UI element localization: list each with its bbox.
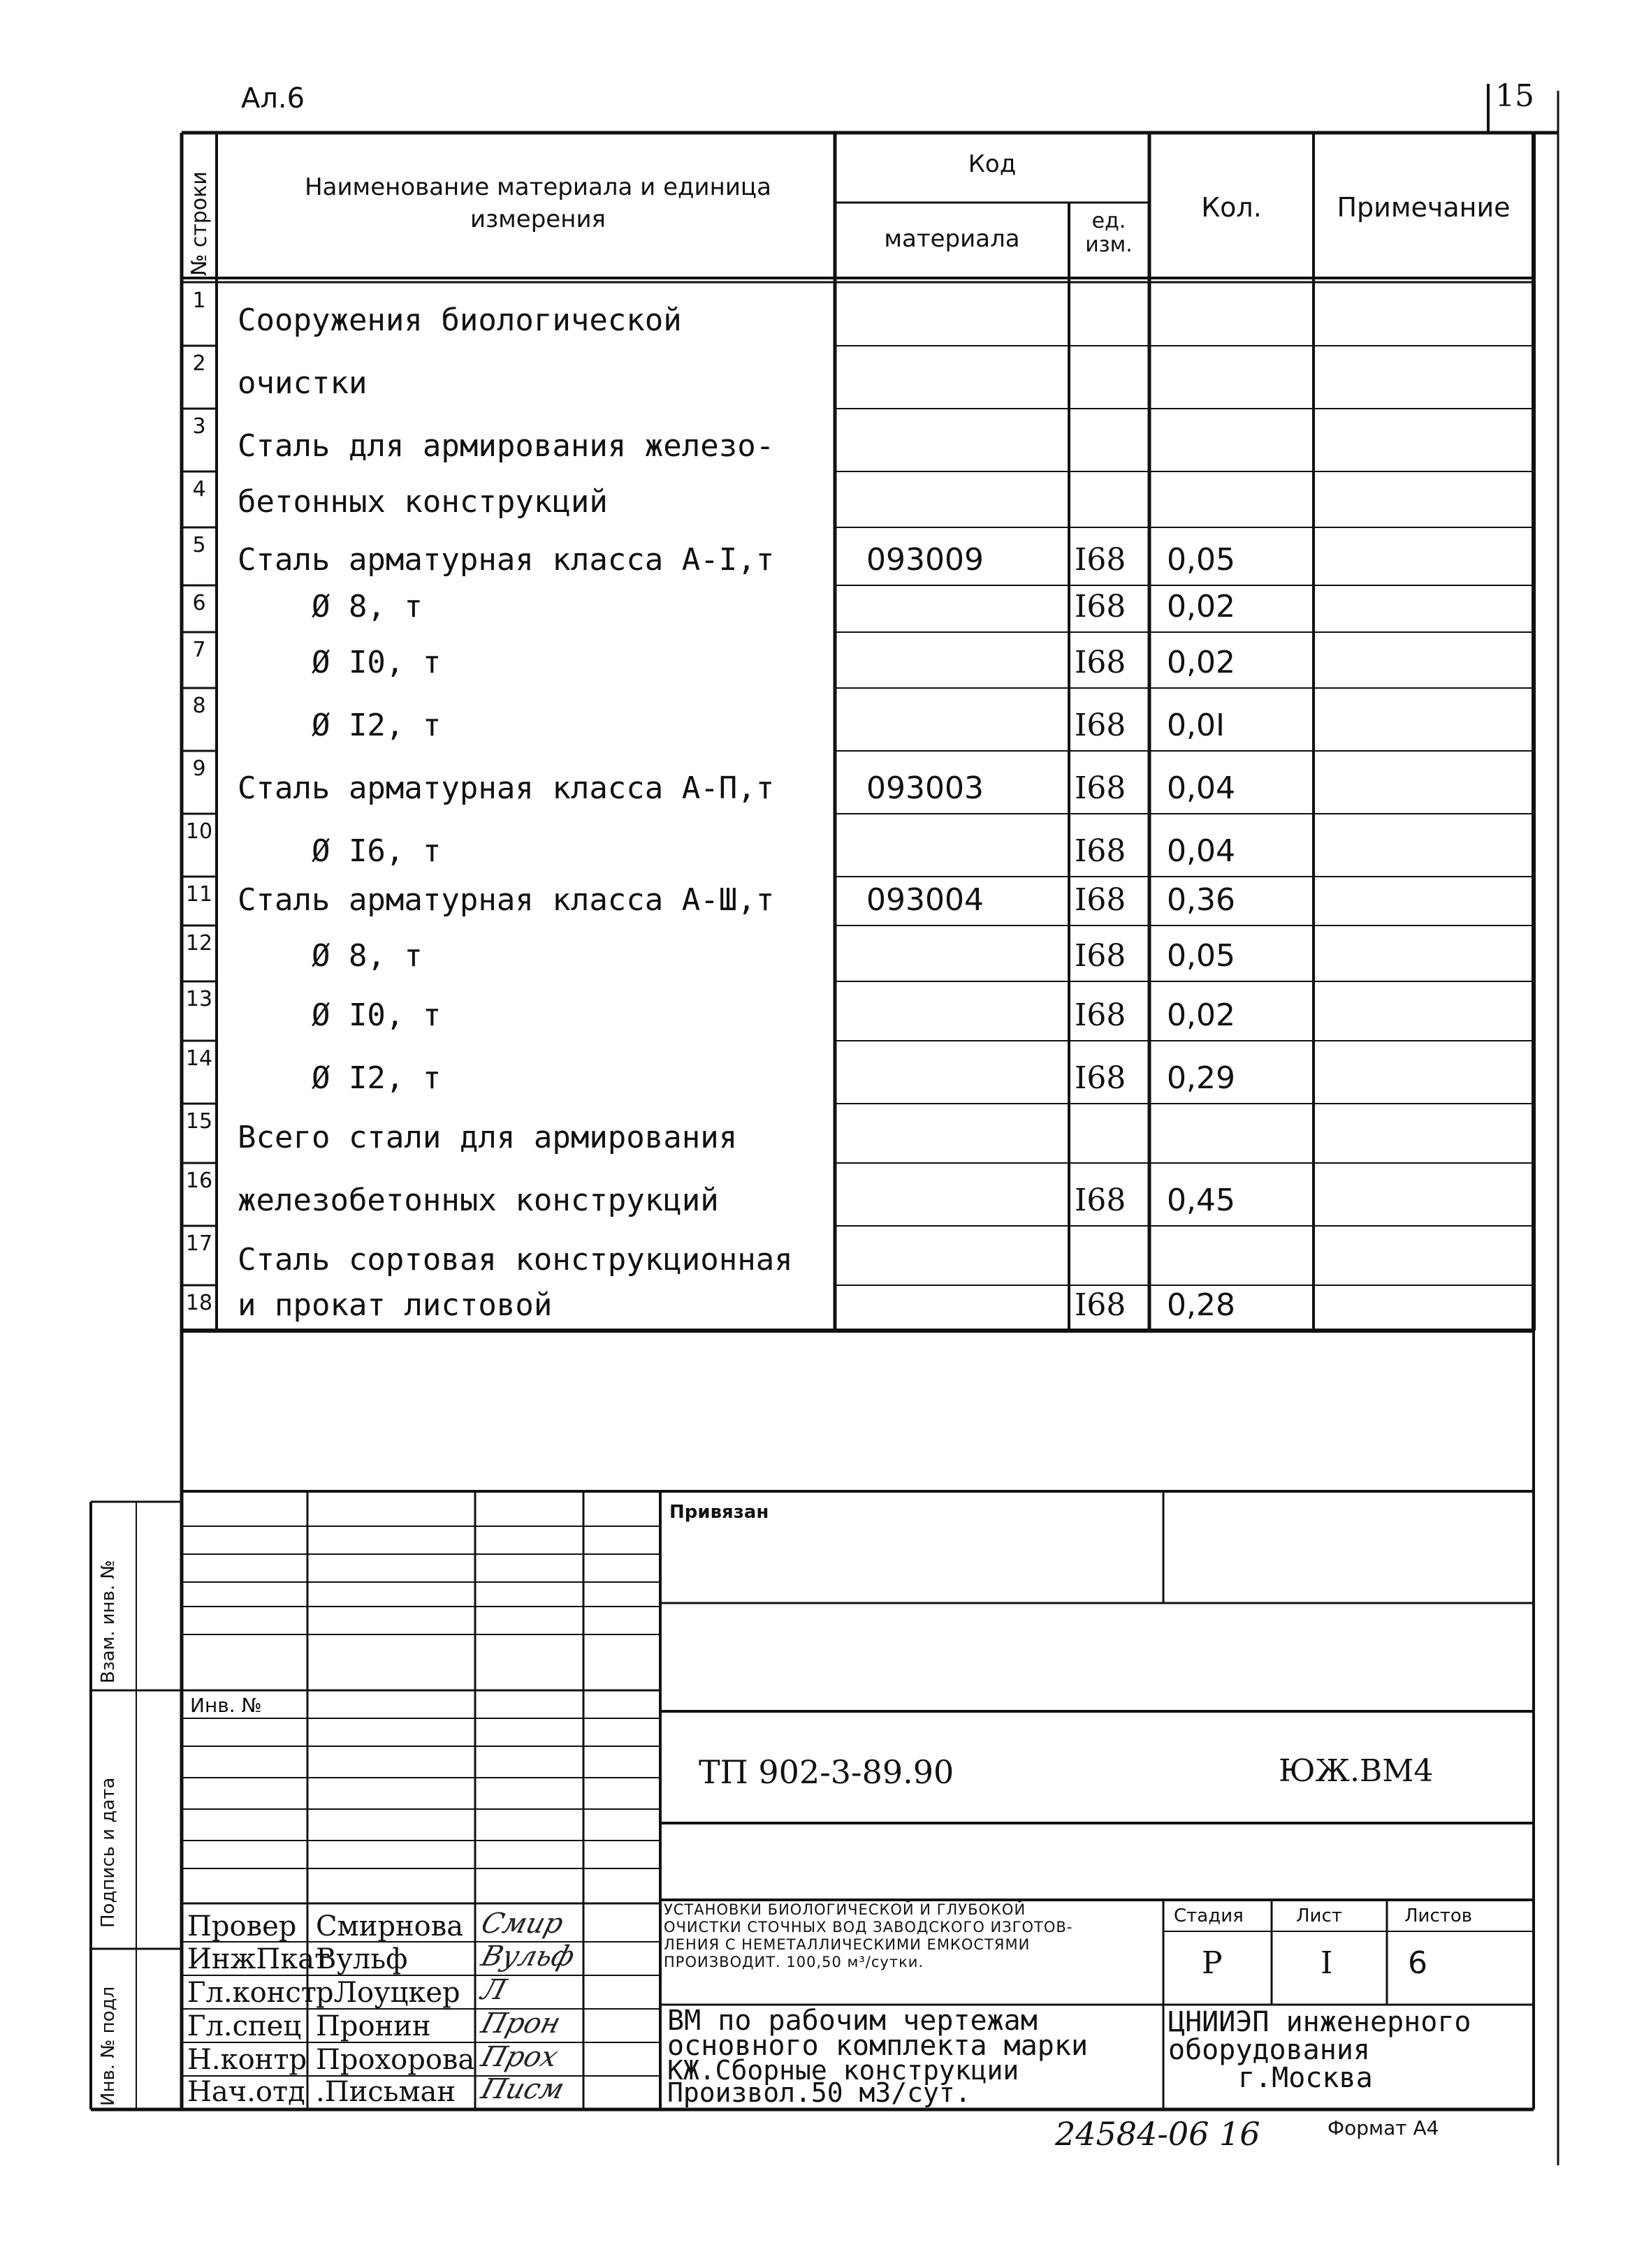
unit-code: I68 [1075, 1287, 1126, 1323]
row-number: 15 [185, 1109, 213, 1134]
staff-name: Прохорова [316, 2044, 475, 2076]
material-name: Всего стали для армирования [238, 1120, 738, 1155]
material-name: Сталь арматурная класса А-I,т [238, 542, 775, 578]
material-name: Ø I0, т [238, 997, 442, 1033]
side-label-inv: Инв. № подл [98, 1986, 119, 2106]
unit-code: I68 [1075, 882, 1126, 918]
doc-title-line: ВМ по рабочим чертежам [667, 2005, 1038, 2037]
row-number: 11 [185, 882, 213, 907]
staff-role: ИнжПкат [187, 1943, 330, 1975]
row-number: 3 [192, 414, 206, 439]
doc-title-line: Произвол.50 м3/сут. [667, 2077, 971, 2108]
side-label-vzam: Взам. инв. № [98, 1560, 119, 1683]
row-number: 17 [185, 1231, 213, 1256]
quantity: 0,28 [1167, 1287, 1235, 1323]
row-number: 12 [185, 931, 213, 956]
unit-code: I68 [1075, 1183, 1126, 1218]
stage-value: Р [1202, 1945, 1223, 1981]
row-number: 4 [192, 477, 206, 502]
project-desc-line: ПРОИЗВОДИТ. 100,50 м³/сутки. [664, 1954, 924, 1970]
unit-code: I68 [1075, 708, 1126, 743]
row-number: 6 [192, 591, 206, 615]
material-name: Сталь арматурная класса А-Ш,т [238, 882, 775, 918]
unit-code: I68 [1075, 542, 1126, 578]
unit-code: I68 [1075, 1060, 1126, 1096]
staff-name: Вульф [316, 1943, 408, 1975]
material-name: Сталь для армирования железо- [238, 428, 775, 464]
quantity: 0,02 [1167, 645, 1235, 680]
project-desc-line: ОЧИСТКИ СТОЧНЫХ ВОД ЗАВОДСКОГО ИЗГОТОВ- [664, 1919, 1073, 1936]
staff-signature: Л [477, 1974, 510, 2006]
sheets-value: 6 [1408, 1945, 1427, 1981]
staff-role: Н.контр [187, 2044, 307, 2076]
quantity: 0,04 [1167, 770, 1235, 806]
format-label: Формат А4 [1328, 2116, 1439, 2139]
material-name: Ø I2, т [238, 1060, 442, 1096]
row-number: 14 [185, 1046, 213, 1071]
quantity: 0,02 [1167, 589, 1235, 624]
staff-role: Гл.спец [187, 2010, 302, 2042]
material-code: 093003 [866, 770, 984, 806]
col-header-row-number: № строки [187, 171, 212, 276]
project-description [664, 1901, 1160, 1971]
staff-role: Провер [187, 1910, 297, 1943]
unit-code: I68 [1075, 997, 1126, 1033]
row-number: 16 [185, 1169, 213, 1193]
material-code: 093004 [866, 882, 984, 918]
material-name: Сталь арматурная класса А-П,т [238, 770, 775, 806]
quantity: 0,05 [1167, 938, 1235, 974]
staff-name: Пронин [316, 2010, 431, 2042]
organization [1168, 2008, 1471, 2092]
quantity: 0,45 [1167, 1183, 1235, 1218]
doc-title [667, 2005, 1089, 2108]
staff-signature: Писм [477, 2073, 568, 2105]
staff-signature: Прох [477, 2041, 562, 2073]
stage-label: Стадия [1174, 1905, 1244, 1926]
staff-name: рЛоуцкер [316, 1977, 460, 2009]
col-header-note: Примечание [1337, 192, 1511, 223]
row-number: 9 [192, 756, 206, 781]
row-number: 7 [192, 638, 206, 662]
material-name: Ø 8, т [238, 938, 423, 974]
side-label-podpis: Подпись и дата [98, 1777, 119, 1928]
quantity: 0,04 [1167, 833, 1235, 869]
col-header-code: Код [968, 150, 1017, 178]
col-header-unit: ед. изм. [1085, 209, 1133, 257]
privyazan-label: Привязан [669, 1502, 769, 1523]
quantity: 0,36 [1167, 882, 1235, 918]
doc-title-line: КЖ.Сборные конструкции [667, 2055, 1019, 2086]
unit-code: I68 [1075, 645, 1126, 680]
staff-signature: Вульф [477, 1940, 579, 1973]
col-header-material: материала [884, 225, 1020, 253]
material-name: Ø I2, т [238, 708, 442, 743]
material-code: 093009 [866, 542, 984, 578]
bottom-number: 24584-06 16 [1055, 2115, 1260, 2153]
material-name: очистки [238, 365, 368, 401]
project-desc-line: ЛЕНИЯ С НЕМЕТАЛЛИЧЕСКИМИ ЕМКОСТЯМИ [664, 1936, 1031, 1953]
row-number: 18 [185, 1291, 213, 1315]
col-header-qty: Кол. [1201, 192, 1262, 223]
sheets-label: Листов [1404, 1905, 1473, 1926]
staff-signature: Смир [477, 1908, 567, 1940]
row-number: 10 [185, 819, 213, 844]
row-number: 5 [192, 533, 206, 557]
staff-role: Гл.конст [187, 1977, 317, 2009]
material-name: Сталь сортовая конструкционная [238, 1242, 793, 1278]
material-name: бетонных конструкций [238, 484, 608, 520]
doc-mark: ЮЖ.ВМ4 [1279, 1753, 1434, 1789]
staff-role: Нач.отд [187, 2076, 305, 2108]
material-name: Ø 8, т [238, 589, 423, 624]
col-header-name: Наименование материала и единица измерения [305, 173, 771, 233]
project-desc-line: УСТАНОВКИ БИОЛОГИЧЕСКОЙ И ГЛУБОКОЙ [664, 1901, 1026, 1918]
staff-name: .Письман [316, 2076, 456, 2108]
material-name: Ø I6, т [238, 833, 442, 869]
row-number: 13 [185, 987, 213, 1011]
material-name: железобетонных конструкций [238, 1183, 719, 1218]
org-line: г.Москва [1238, 2062, 1373, 2094]
org-line: оборудования [1168, 2034, 1370, 2066]
page-number: 15 [1495, 78, 1534, 114]
sheet-mark: Ал.6 [241, 82, 305, 115]
quantity: 0,05 [1167, 542, 1235, 578]
sheet-label: Лист [1296, 1905, 1342, 1926]
material-name: и прокат листовой [238, 1287, 553, 1323]
inv-number-label: Инв. № [190, 1694, 262, 1717]
sheet-value: I [1321, 1945, 1333, 1981]
row-number: 2 [192, 351, 206, 376]
unit-code: I68 [1075, 589, 1126, 624]
quantity: 0,29 [1167, 1060, 1235, 1096]
material-name: Ø I0, т [238, 645, 442, 680]
unit-code: I68 [1075, 938, 1126, 974]
doc-title-line: основного комплекта марки [667, 2030, 1089, 2062]
doc-code: ТП 902-3-89.90 [699, 1753, 954, 1791]
row-number: 8 [192, 694, 206, 718]
staff-signature: Прон [477, 2007, 565, 2040]
quantity: 0,02 [1167, 997, 1235, 1033]
unit-code: I68 [1075, 770, 1126, 806]
staff-name: Смирнова [316, 1910, 464, 1943]
quantity: 0,0I [1167, 708, 1225, 743]
row-number: 1 [192, 288, 206, 313]
org-line: ЦНИИЭП инженерного [1168, 2006, 1471, 2038]
unit-code: I68 [1075, 833, 1126, 869]
material-name: Сооружения биологической [238, 302, 682, 338]
